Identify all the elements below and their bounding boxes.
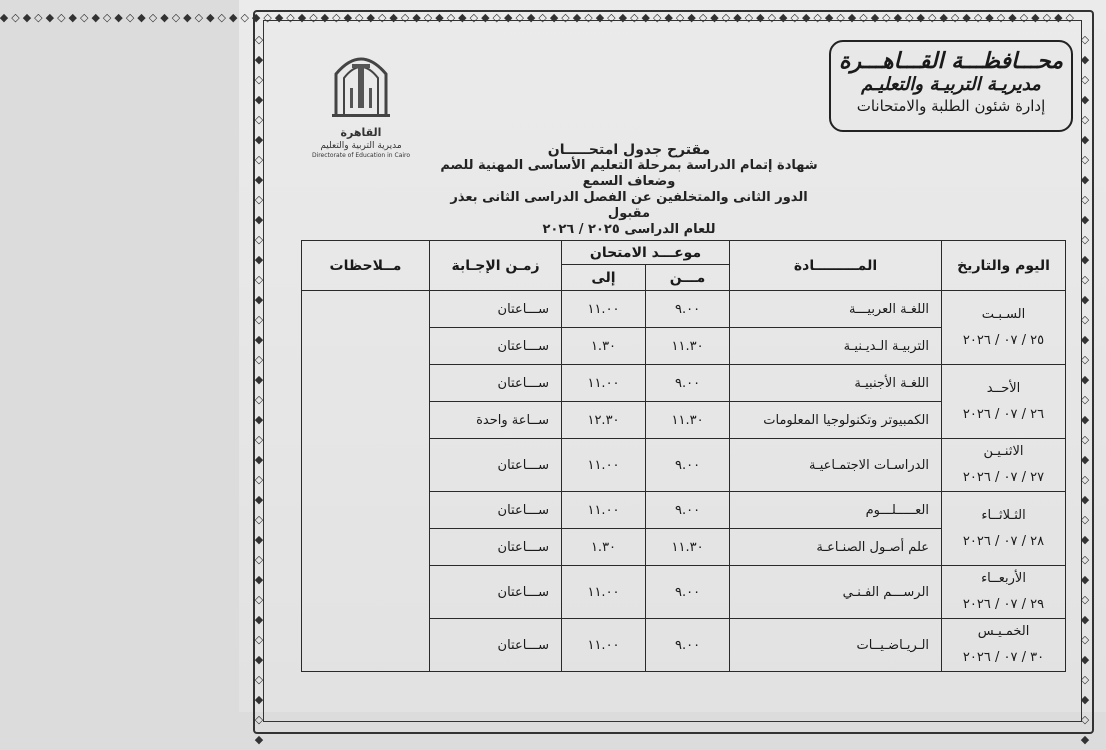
notes-cell: [302, 291, 430, 672]
directorate-logo: [311, 44, 411, 164]
subject-cell: العـــــلـــوم: [730, 492, 942, 529]
from-time-cell: ٩.٠٠: [646, 566, 730, 619]
duration-cell: ســـاعتان: [430, 529, 562, 566]
exam-date: ٢٧ / ٠٧ / ٢٠٢٦: [962, 470, 1045, 485]
arch-logo-icon: [326, 44, 396, 124]
duration-cell: ســـاعتان: [430, 439, 562, 492]
subject-cell: الرســـم الفـنـي: [730, 566, 942, 619]
directorate-title: مديريـة التربيـة والتعليـم: [861, 74, 1041, 95]
to-time-cell: ١١.٠٠: [562, 439, 646, 492]
day-name: الخمـيـس: [977, 624, 1030, 639]
to-time-cell: ١.٣٠: [562, 328, 646, 365]
subject-cell: اللغـة الأجنبيـة: [730, 365, 942, 402]
to-time-cell: ١١.٠٠: [562, 492, 646, 529]
subject-cell: الكمبيوتر وتكنولوجيا المعلومات: [730, 402, 942, 439]
duration-cell: ســـاعتان: [430, 619, 562, 672]
to-time-cell: ١١.٠٠: [562, 619, 646, 672]
header-day-date: اليوم والتاريخ: [942, 241, 1066, 291]
day-date-cell: [942, 365, 1066, 439]
table-row: [302, 291, 1066, 328]
from-time-cell: ٩.٠٠: [646, 291, 730, 328]
header-from: مـــن: [646, 265, 730, 291]
day-name: الاثنـيـن: [983, 444, 1024, 459]
day-date-cell: [942, 492, 1066, 566]
subject-cell: الدراسـات الاجتمـاعيـة: [730, 439, 942, 492]
day-date-cell: [942, 619, 1066, 672]
to-time-cell: ١١.٠٠: [562, 566, 646, 619]
from-time-cell: ١١.٣٠: [646, 328, 730, 365]
duration-cell: ســـاعتان: [430, 365, 562, 402]
administration-title: إدارة شئون الطلبة والامتحانات: [856, 97, 1046, 115]
from-time-cell: ٩.٠٠: [646, 492, 730, 529]
from-time-cell: ٩.٠٠: [646, 439, 730, 492]
schedule-body: [302, 291, 1066, 672]
from-time-cell: ٩.٠٠: [646, 619, 730, 672]
heading-title: مقترح جدول امتحـــــان: [547, 142, 711, 158]
heading-session: الدور الثانى والمتخلفين عن الفصل الدراسى الثانى بعذر مقبول: [450, 190, 808, 221]
duration-cell: ســاعة واحدة: [430, 402, 562, 439]
day-date-cell: [942, 566, 1066, 619]
duration-cell: ســـاعتان: [430, 291, 562, 328]
from-time-cell: ١١.٣٠: [646, 402, 730, 439]
exam-schedule-table: [301, 240, 1066, 672]
heading-academic-year: للعام الدراسى ٢٠٢٥ / ٢٠٢٦: [542, 222, 716, 237]
header-subject: المـــــــــادة: [730, 241, 942, 291]
day-name: السـبـت: [981, 306, 1026, 322]
logo-name: القاهرة: [340, 126, 382, 139]
subject-cell: اللغـة العربيـــة: [730, 291, 942, 328]
department-box: [829, 40, 1073, 132]
exam-date: ٢٦ / ٠٧ / ٢٠٢٦: [962, 406, 1045, 422]
subject-cell: الـريـاضـيــات: [730, 619, 942, 672]
day-name: الأحــد: [986, 380, 1021, 396]
subject-cell: علم أصـول الصنـاعـة: [730, 529, 942, 566]
header-notes: مــلاحظات: [302, 241, 430, 291]
duration-cell: ســـاعتان: [430, 328, 562, 365]
to-time-cell: ١١.٠٠: [562, 365, 646, 402]
day-name: الأربعــاء: [981, 571, 1026, 586]
duration-cell: ســـاعتان: [430, 566, 562, 619]
subject-cell: التربيـة الـديـنيـة: [730, 328, 942, 365]
from-time-cell: ٩.٠٠: [646, 365, 730, 402]
exam-date: ٢٥ / ٠٧ / ٢٠٢٦: [962, 332, 1045, 348]
left-ornament-border: ◇◆◇◆◇◆◇◆◇◆◇◆◇◆◇◆◇◆◇◆◇◆◇◆◇◆◇◆◇◆◇◆◇◆◇◆: [254, 33, 264, 746]
document-heading: [439, 142, 819, 238]
day-name: الثـلاثــاء: [981, 507, 1026, 523]
from-time-cell: ١١.٣٠: [646, 529, 730, 566]
exam-date: ٣٠ / ٠٧ / ٢٠٢٦: [962, 650, 1045, 665]
logo-subtitle-ar: مديرية التربية والتعليم: [320, 141, 402, 151]
header-to: إلى: [562, 265, 646, 291]
to-time-cell: ١.٣٠: [562, 529, 646, 566]
exam-date: ٢٨ / ٠٧ / ٢٠٢٦: [962, 533, 1045, 549]
to-time-cell: ١٢.٣٠: [562, 402, 646, 439]
right-ornament-border: ◇◆◇◆◇◆◇◆◇◆◇◆◇◆◇◆◇◆◇◆◇◆◇◆◇◆◇◆◇◆◇◆◇◆◇◆: [1080, 33, 1090, 746]
logo-subtitle-en: Directorate of Education in Cairo: [311, 152, 411, 159]
to-time-cell: ١١.٠٠: [562, 291, 646, 328]
header-duration: زمـن الإجـابة: [430, 241, 562, 291]
top-ornament-border: ◇◆◇◆◇◆◇◆◇◆◇◆◇◆◇◆◇◆◇◆◇◆◇◆◇◆◇◆◇◆◇◆◇◆◇◆◇◆◇◆◇◆◇◆◇◆◇◆◇◆◇◆◇◆◇◆◇◆◇◆◇◆◇◆◇◆◇◆◇◆◇◆◇◆◇◆◇◆◇◆◇◆◇◆◇◆◇◆◇◆◇◆◇◆: [0, 11, 1077, 24]
exam-date: ٢٩ / ٠٧ / ٢٠٢٦: [962, 597, 1045, 612]
header-exam-time: موعـــد الامتحان: [562, 241, 730, 265]
duration-cell: ســـاعتان: [430, 492, 562, 529]
governorate-title: محـــافظـــة القـــاهـــرة: [839, 48, 1063, 74]
heading-certificate: شهادة إتمام الدراسة بمرحلة التعليم الأساسى المهنية للصم وضعاف السمع: [440, 158, 818, 189]
day-date-cell: [942, 291, 1066, 365]
day-date-cell: [942, 439, 1066, 492]
